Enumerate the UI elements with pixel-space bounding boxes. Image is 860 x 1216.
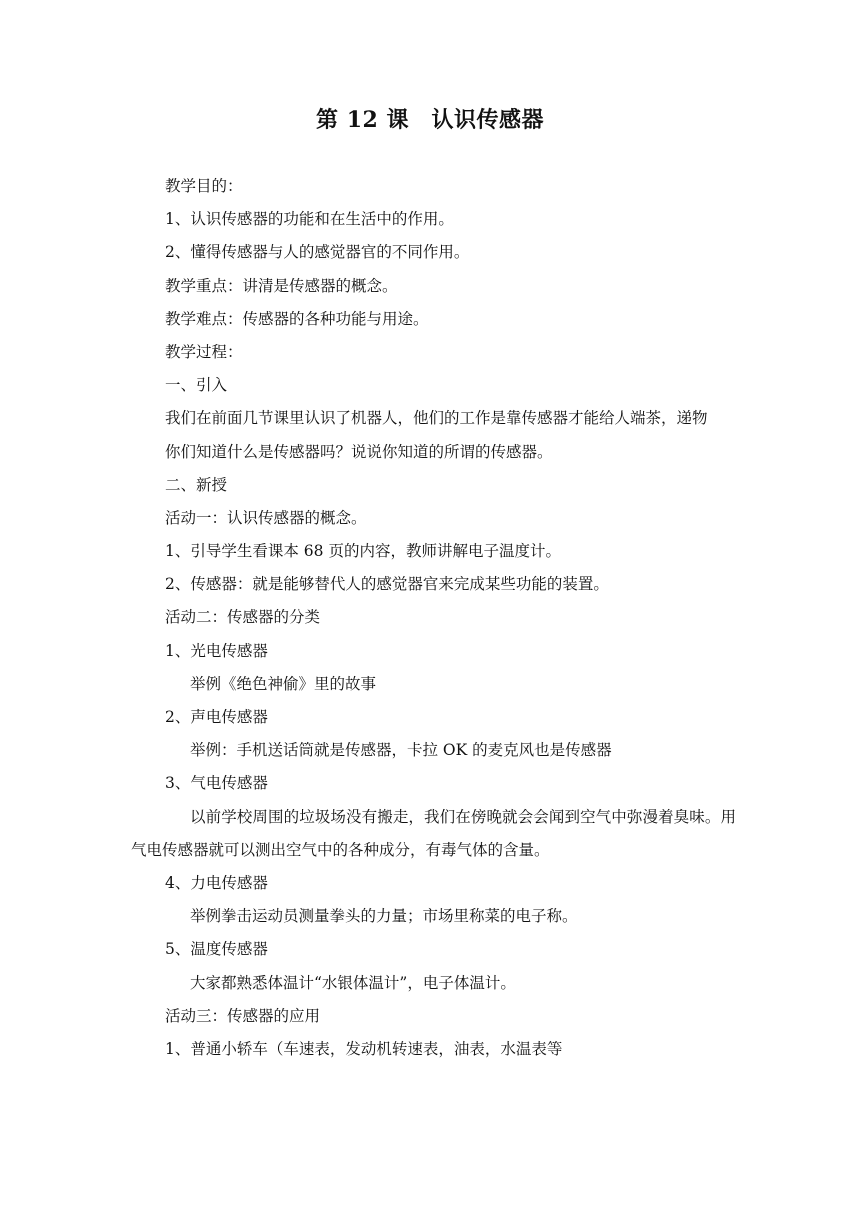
- activity-3-heading: 活动三：传感器的应用: [165, 1006, 321, 1025]
- sensor-example-temperature: 大家都熟悉体温计“水银体温计”，电子体温计。: [190, 973, 516, 992]
- activity-1-heading: 活动一：认识传感器的概念。: [165, 508, 367, 527]
- application-item-1: 1、普通小轿车（车速表，发动机转速表，油表，水温表等: [165, 1039, 563, 1058]
- sensor-type-gas: 3、气电传感器: [165, 774, 268, 793]
- section-heading-process: 教学过程：: [165, 342, 243, 361]
- objective-item-2: 2、懂得传感器与人的感觉器官的不同作用。: [165, 243, 470, 262]
- difficult-point: 教学难点：传感器的各种功能与用途。: [165, 309, 429, 328]
- part-heading-new-lesson: 二、新授: [165, 475, 228, 494]
- lesson-title: 第 12 课 认识传感器: [316, 107, 544, 133]
- sensor-type-force: 4、力电传感器: [165, 873, 268, 892]
- key-point: 教学重点：讲清是传感器的概念。: [165, 276, 398, 295]
- sensor-example-gas: 以前学校周围的垃圾场没有搬走，我们在傍晚就会会闻到空气中弥漫着臭味。用气电传感器就可以测出空气中的各种成分，有毒气体的含量。: [131, 807, 736, 859]
- section-heading-objectives: 教学目的：: [165, 177, 243, 195]
- sensor-example-force: 举例拳击运动员测量拳头的力量；市场里称菜的电子称。: [190, 907, 578, 926]
- sensor-example-photoelectric: 举例《绝色神偷》里的故事: [190, 674, 377, 693]
- sensor-example-acoustic: 举例：手机送话筒就是传感器，卡拉 OK 的麦克风也是传感器: [190, 741, 612, 760]
- sensor-type-photoelectric: 1、光电传感器: [165, 641, 268, 660]
- sensor-type-temperature: 5、温度传感器: [165, 940, 268, 959]
- intro-question: 你们知道什么是传感器吗？说说你知道的所谓的传感器。: [165, 442, 553, 461]
- part-heading-intro: 一、引入: [165, 376, 228, 395]
- activity-1-item-1: 1、引导学生看课本 68 页的内容，教师讲解电子温度计。: [165, 542, 561, 561]
- activity-2-heading: 活动二：传感器的分类: [165, 608, 321, 627]
- intro-paragraph: 我们在前面几节课里认识了机器人，他们的工作是靠传感器才能给人端茶，递物: [165, 409, 708, 428]
- objective-item-1: 1、认识传感器的功能和在生活中的作用。: [165, 210, 454, 229]
- lesson-body: [131, 170, 736, 1066]
- activity-1-item-2: 2、传感器：就是能够替代人的感觉器官来完成某些功能的装置。: [165, 575, 609, 594]
- sensor-type-acoustic: 2、声电传感器: [165, 708, 268, 727]
